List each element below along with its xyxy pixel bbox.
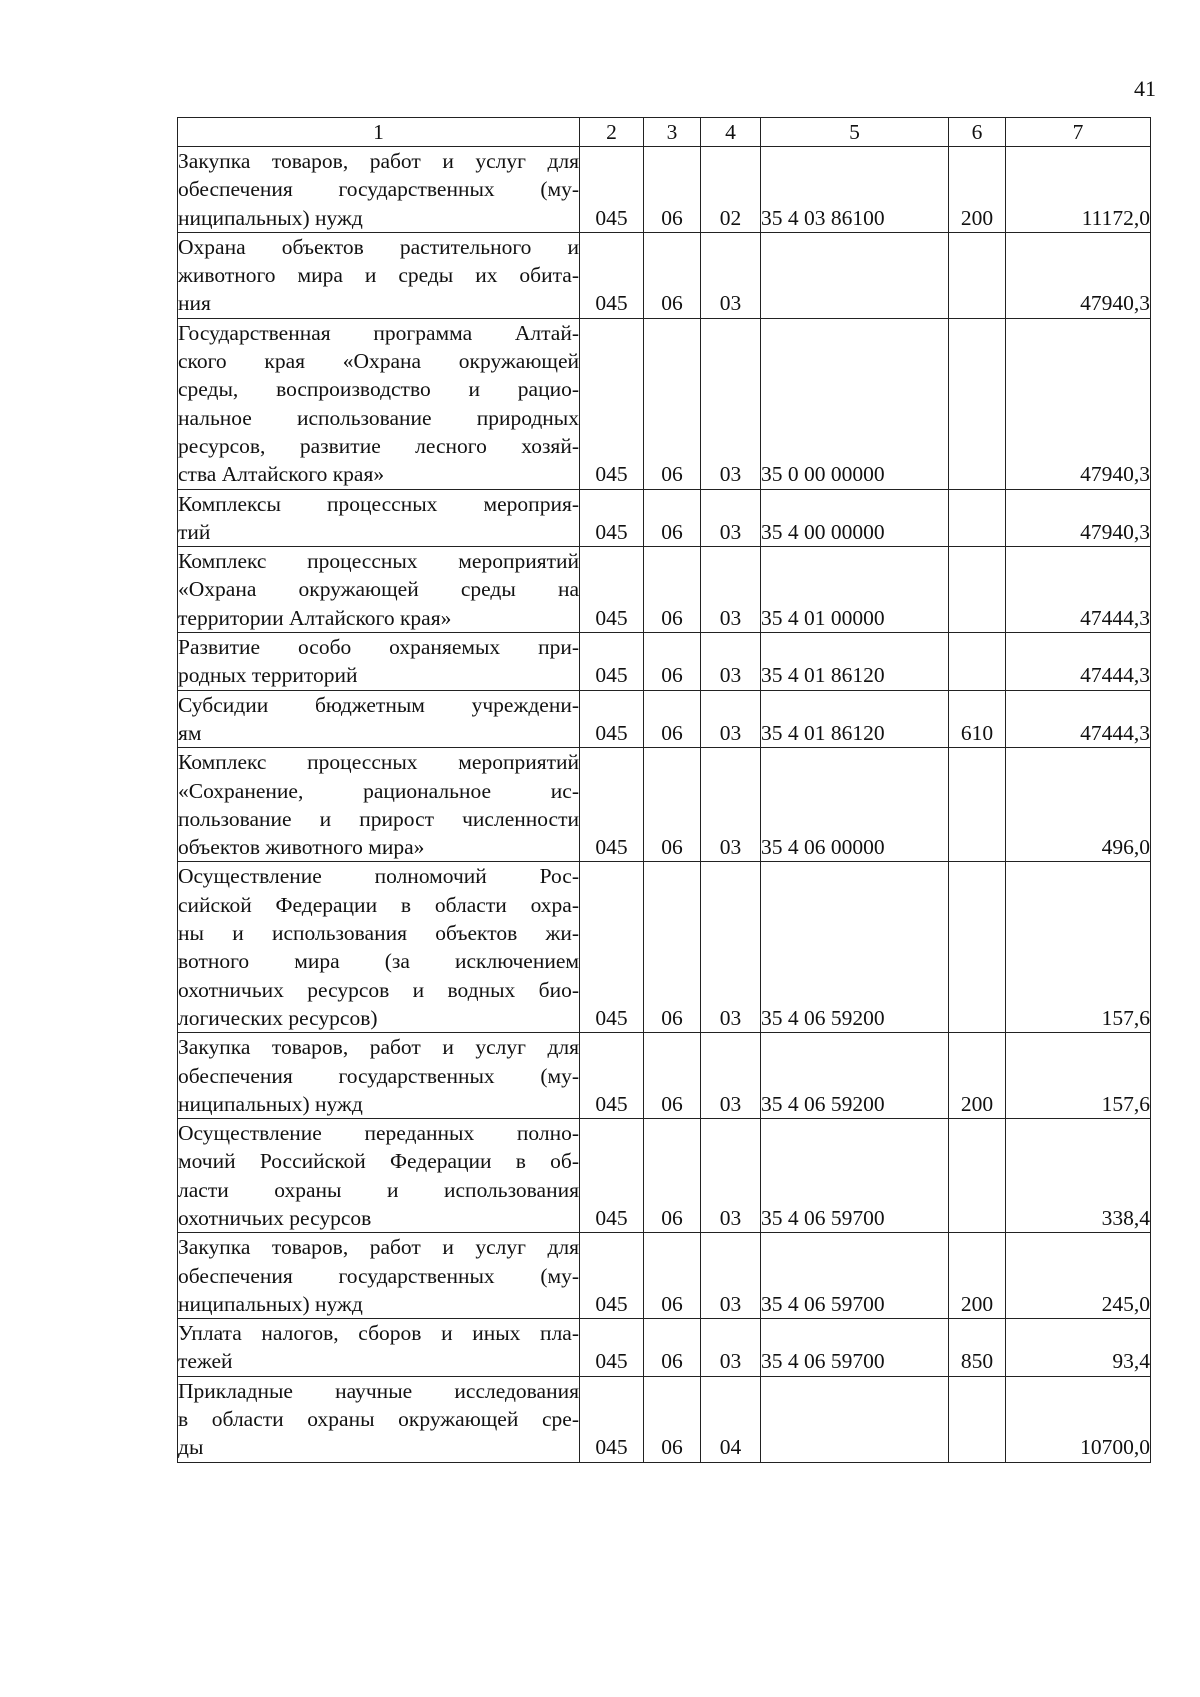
description-line: сийской Федерации в области охра- [178,892,579,917]
amount-cell: 93,4 [1006,1319,1151,1377]
target-article-cell: 35 4 06 59200 [761,1033,949,1119]
subsection-code-cell: 03 [701,547,761,633]
expense-type-cell [949,489,1006,547]
target-article-cell [761,232,949,318]
description-line: обеспечения государственных (му- [178,177,579,202]
section-code-cell: 06 [644,232,701,318]
admin-code-cell: 045 [580,1376,644,1462]
amount-cell: 10700,0 [1006,1376,1151,1462]
admin-code-cell: 045 [580,147,644,233]
table-row [178,489,1151,547]
description-line: «Охрана окружающей среды на [178,577,579,602]
description-line: Охрана объектов растительного и [178,234,579,259]
column-header-7: 7 [1006,118,1151,147]
subsection-code-cell: 03 [701,318,761,489]
table-row [178,1319,1151,1377]
description-line: Закупка товаров, работ и услуг для [178,1235,579,1260]
column-header-5: 5 [761,118,949,147]
target-article-cell: 35 4 00 00000 [761,489,949,547]
amount-cell: 47940,3 [1006,489,1151,547]
target-article-cell: 35 4 06 59200 [761,862,949,1033]
description-line: Комплекс процессных мероприятий [178,549,579,574]
subsection-code-cell: 03 [701,1319,761,1377]
column-header-6: 6 [949,118,1006,147]
row-description [178,748,580,862]
description-line: Развитие особо охраняемых при- [178,635,579,660]
description-line: Уплата налогов, сборов и иных пла- [178,1321,579,1346]
description-line: Осуществление полномочий Рос- [178,864,579,889]
target-article-cell: 35 4 06 59700 [761,1233,949,1319]
description-line: Комплекс процессных мероприятий [178,750,579,775]
section-code-cell: 06 [644,489,701,547]
expense-type-cell [949,1119,1006,1233]
section-code-cell: 06 [644,547,701,633]
description-line: ны и использования объектов жи- [178,921,579,946]
section-code-cell: 06 [644,1119,701,1233]
description-line: ниципальных) нужд [178,1091,363,1116]
target-article-cell: 35 0 00 00000 [761,318,949,489]
target-article-cell: 35 4 03 86100 [761,147,949,233]
description-line: «Сохранение, рациональное ис- [178,778,579,803]
expense-type-cell: 850 [949,1319,1006,1377]
subsection-code-cell: 03 [701,1119,761,1233]
description-line: ства Алтайского края» [178,462,385,487]
description-line: охотничьих ресурсов и водных био- [178,977,579,1002]
amount-cell: 47444,3 [1006,633,1151,691]
row-description [178,1319,580,1377]
expense-type-cell: 200 [949,1033,1006,1119]
subsection-code-cell: 02 [701,147,761,233]
subsection-code-cell: 03 [701,633,761,691]
description-line: среды, воспроизводство и рацио- [178,377,579,402]
expense-type-cell [949,633,1006,691]
amount-cell: 47940,3 [1006,232,1151,318]
target-article-cell: 35 4 06 00000 [761,748,949,862]
row-description [178,489,580,547]
target-article-cell: 35 4 06 59700 [761,1319,949,1377]
table-row [178,633,1151,691]
description-line: Комплексы процессных мероприя- [178,491,579,516]
amount-cell: 245,0 [1006,1233,1151,1319]
description-line: ниципальных) нужд [178,1291,363,1316]
column-header-3: 3 [644,118,701,147]
section-code-cell: 06 [644,147,701,233]
admin-code-cell: 045 [580,690,644,748]
amount-cell: 47444,3 [1006,690,1151,748]
description-line: мочий Российской Федерации в об- [178,1149,579,1174]
table-row [178,232,1151,318]
description-line: Закупка товаров, работ и услуг для [178,149,579,173]
description-line: пользование и прирост численности [178,806,579,831]
admin-code-cell: 045 [580,318,644,489]
section-code-cell: 06 [644,1033,701,1119]
description-line: территории Алтайского края» [178,605,452,630]
subsection-code-cell: 03 [701,748,761,862]
subsection-code-cell: 03 [701,862,761,1033]
page-number: 41 [1134,76,1156,101]
description-line: ского края «Охрана окружающей [178,349,579,374]
description-line: нальное использование природных [178,405,579,430]
amount-cell: 47940,3 [1006,318,1151,489]
description-line: вотного мира (за исключением [178,949,579,974]
amount-cell: 338,4 [1006,1119,1151,1233]
table-row [178,1233,1151,1319]
section-code-cell: 06 [644,748,701,862]
description-line: ния [178,291,211,316]
column-header-2: 2 [580,118,644,147]
amount-cell: 157,6 [1006,1033,1151,1119]
amount-cell: 157,6 [1006,862,1151,1033]
subsection-code-cell: 03 [701,690,761,748]
admin-code-cell: 045 [580,1319,644,1377]
expense-type-cell: 200 [949,147,1006,233]
amount-cell: 11172,0 [1006,147,1151,233]
description-line: Субсидии бюджетным учреждени- [178,692,579,717]
table-row [178,862,1151,1033]
description-line: объектов животного мира» [178,835,425,860]
subsection-code-cell: 03 [701,232,761,318]
admin-code-cell: 045 [580,232,644,318]
column-header-4: 4 [701,118,761,147]
admin-code-cell: 045 [580,1233,644,1319]
target-article-cell [761,1376,949,1462]
target-article-cell: 35 4 01 86120 [761,633,949,691]
target-article-cell: 35 4 01 00000 [761,547,949,633]
admin-code-cell: 045 [580,1119,644,1233]
row-description [178,690,580,748]
table-row [178,1033,1151,1119]
description-line: тежей [178,1349,233,1374]
target-article-cell: 35 4 01 86120 [761,690,949,748]
target-article-cell: 35 4 06 59700 [761,1119,949,1233]
table-row [178,318,1151,489]
description-line: ресурсов, развитие лесного хозяй- [178,433,579,458]
table-row [178,690,1151,748]
admin-code-cell: 045 [580,489,644,547]
column-header-1: 1 [178,118,580,147]
admin-code-cell: 045 [580,547,644,633]
description-line: Закупка товаров, работ и услуг для [178,1035,579,1060]
expense-type-cell: 200 [949,1233,1006,1319]
description-line: охотничьих ресурсов [178,1205,372,1230]
description-line: тий [178,519,211,544]
amount-cell: 496,0 [1006,748,1151,862]
row-description [178,547,580,633]
expense-type-cell [949,318,1006,489]
expense-type-cell [949,748,1006,862]
row-description [178,1233,580,1319]
table-row [178,547,1151,633]
description-line: Осуществление переданных полно- [178,1121,579,1146]
admin-code-cell: 045 [580,633,644,691]
admin-code-cell: 045 [580,748,644,862]
table-row [178,1376,1151,1462]
description-line: Прикладные научные исследования [178,1378,579,1403]
expense-type-cell [949,232,1006,318]
table-row [178,147,1151,233]
row-description [178,862,580,1033]
subsection-code-cell: 04 [701,1376,761,1462]
header-row [178,118,1151,147]
description-line: ниципальных) нужд [178,205,363,230]
table-row [178,748,1151,862]
section-code-cell: 06 [644,1319,701,1377]
row-description [178,318,580,489]
row-description [178,1119,580,1233]
section-code-cell: 06 [644,690,701,748]
row-description [178,147,580,233]
row-description [178,1033,580,1119]
description-line: Государственная программа Алтай- [178,320,579,345]
description-line: ям [178,720,202,745]
section-code-cell: 06 [644,633,701,691]
subsection-code-cell: 03 [701,489,761,547]
section-code-cell: 06 [644,1233,701,1319]
budget-table [177,117,1151,1463]
admin-code-cell: 045 [580,1033,644,1119]
table-row [178,1119,1151,1233]
description-line: животного мира и среды их обита- [178,263,579,288]
row-description [178,1376,580,1462]
row-description [178,633,580,691]
section-code-cell: 06 [644,1376,701,1462]
description-line: логических ресурсов) [178,1005,378,1030]
section-code-cell: 06 [644,862,701,1033]
subsection-code-cell: 03 [701,1033,761,1119]
expense-type-cell [949,1376,1006,1462]
description-line: ды [178,1435,204,1460]
admin-code-cell: 045 [580,862,644,1033]
description-line: ласти охраны и использования [178,1177,579,1202]
section-code-cell: 06 [644,318,701,489]
row-description [178,232,580,318]
expense-type-cell: 610 [949,690,1006,748]
expense-type-cell [949,547,1006,633]
description-line: в области охраны окружающей сре- [178,1407,579,1432]
description-line: родных территорий [178,663,358,688]
description-line: обеспечения государственных (му- [178,1263,579,1288]
expense-type-cell [949,862,1006,1033]
subsection-code-cell: 03 [701,1233,761,1319]
amount-cell: 47444,3 [1006,547,1151,633]
description-line: обеспечения государственных (му- [178,1063,579,1088]
